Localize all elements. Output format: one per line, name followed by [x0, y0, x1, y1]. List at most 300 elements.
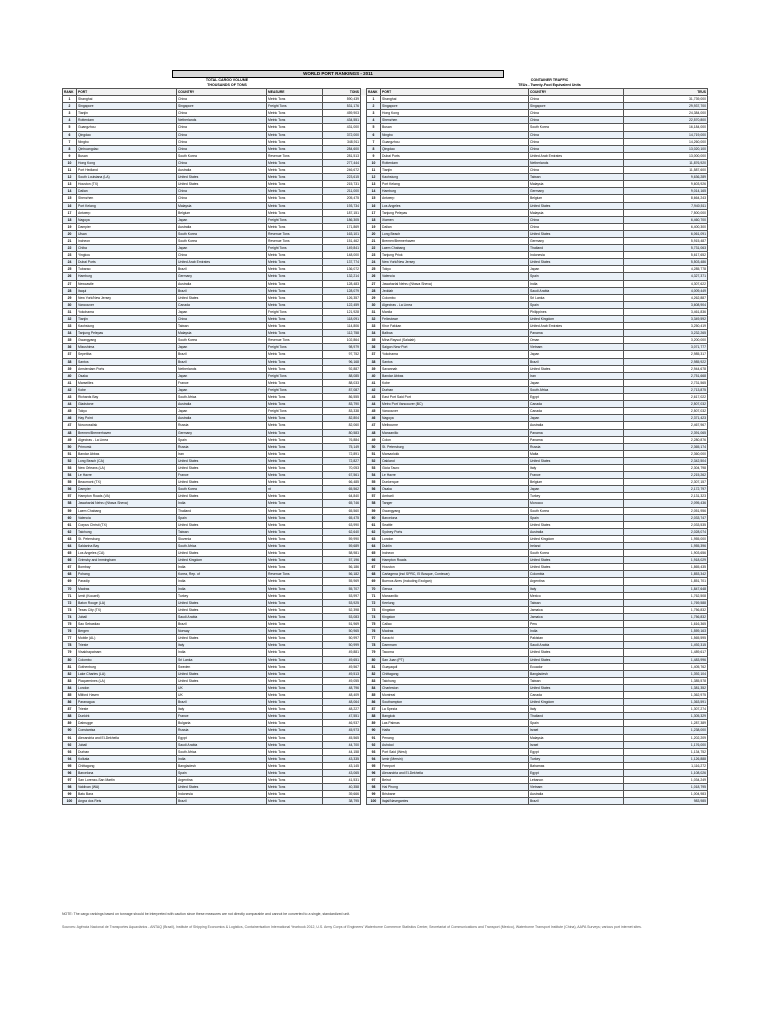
port-cell: Bremen/Bremerhaven	[77, 429, 177, 436]
measure-cell: Metric Tons	[267, 741, 323, 748]
teu-rank-cell: 21	[367, 237, 381, 244]
tons-cell: 211,000	[323, 188, 361, 195]
port-cell: Mizushima	[77, 344, 177, 351]
port-cell: Gladstone	[77, 401, 177, 408]
country-cell: Australia	[177, 280, 267, 287]
tons-cell: 112,758	[323, 330, 361, 337]
teu-rank-cell: 65	[367, 550, 381, 557]
table-row	[63, 599, 708, 606]
measure-cell: Metric Tons	[267, 429, 323, 436]
teu-port-cell: Gioia Tauro	[381, 464, 529, 471]
teu-country-cell: Turkey	[529, 493, 624, 500]
table-row	[63, 145, 708, 152]
teu-port-cell: Busan	[381, 124, 529, 131]
measure-cell: Metric Tons	[267, 457, 323, 464]
tons-cell: 43,065	[323, 770, 361, 777]
table-row	[63, 578, 708, 585]
teu-rank-cell: 49	[367, 436, 381, 443]
tons-cell: 59,689	[323, 543, 361, 550]
measure-cell: Metric Tons	[267, 656, 323, 663]
tons-cell: 49,513	[323, 670, 361, 677]
teu-country-cell: China	[529, 117, 624, 124]
teu-port-cell: Tokyo	[381, 266, 529, 273]
table-row	[63, 606, 708, 613]
teu-port-cell: Sydney Ports	[381, 528, 529, 535]
table-row	[63, 408, 708, 415]
rank-cell: 72	[63, 599, 77, 606]
port-cell: San Lorenzo-San Martin	[77, 777, 177, 784]
country-cell: India	[177, 755, 267, 762]
rankings-table-body	[63, 89, 708, 805]
country-cell: Japan	[177, 344, 267, 351]
teu-country-cell: Australia	[529, 528, 624, 535]
teu-rank-cell: 15	[367, 195, 381, 202]
tons-cell: 67,561	[323, 472, 361, 479]
port-cell: Osaka	[77, 372, 177, 379]
measure-cell: Metric Tons	[267, 791, 323, 798]
table-row	[63, 514, 708, 521]
measure-cell: Metric Tons	[267, 713, 323, 720]
teu-port-cell: Beirut	[381, 777, 529, 784]
teu-country-cell: Colombia	[529, 571, 624, 578]
teu-port-cell: Tanjung Pelepas	[381, 209, 529, 216]
teu-country-cell: United Kingdom	[529, 535, 624, 542]
teus-cell: 13,000,000	[624, 152, 708, 159]
teu-country-cell: Oman	[529, 337, 624, 344]
rank-cell: 11	[63, 167, 77, 174]
tons-cell: 171,869	[323, 223, 361, 230]
rank-cell: 91	[63, 734, 77, 741]
country-cell: Korea, Rep. of	[177, 571, 267, 578]
table-row	[63, 379, 708, 386]
tons-cell: 41,531	[323, 777, 361, 784]
teu-rank-cell: 71	[367, 592, 381, 599]
port-rankings-sheet	[62, 70, 707, 805]
teus-cell: 2,617,022	[624, 394, 708, 401]
rank-cell: 2	[63, 103, 77, 110]
tons-cell: 57,196	[323, 557, 361, 564]
country-cell: United States	[177, 606, 267, 613]
port-cell: Shanghai	[77, 96, 177, 103]
rank-cell: 34	[63, 330, 77, 337]
tons-cell: 66,485	[323, 479, 361, 486]
table-row	[63, 443, 708, 450]
teu-port-cell: Houston	[381, 564, 529, 571]
port-cell: Rotterdam	[77, 117, 177, 124]
teus-cell: 1,126,888	[624, 755, 708, 762]
teu-rank-cell: 20	[367, 230, 381, 237]
table-row	[63, 174, 708, 181]
teus-cell: 5,503,486	[624, 259, 708, 266]
country-cell: France	[177, 472, 267, 479]
teus-cell: 11,876,920	[624, 159, 708, 166]
tons-cell: 98,979	[323, 344, 361, 351]
teu-rank-cell: 90	[367, 727, 381, 734]
teus-cell: 6,061,091	[624, 230, 708, 237]
measure-cell: Metric Tons	[267, 358, 323, 365]
teu-rank-cell: 85	[367, 691, 381, 698]
port-cell: Singapore	[77, 103, 177, 110]
teu-country-cell: Canada	[529, 408, 624, 415]
teu-country-cell: United States	[529, 521, 624, 528]
teu-rank-cell: 78	[367, 642, 381, 649]
rank-cell: 99	[63, 791, 77, 798]
teus-cell: 1,381,352	[624, 684, 708, 691]
teu-rank-cell: 29	[367, 294, 381, 301]
rank-cell: 10	[63, 159, 77, 166]
port-cell: Taichung	[77, 528, 177, 535]
teu-rank-cell: 10	[367, 159, 381, 166]
table-row	[63, 415, 708, 422]
measure-cell: Metric Tons	[267, 493, 323, 500]
port-cell: Angra dos Reis	[77, 798, 177, 805]
teu-country-cell: Israel	[529, 727, 624, 734]
teus-cell: 2,307,157	[624, 479, 708, 486]
tons-cell: 56,186	[323, 564, 361, 571]
teu-port-cell: Las Palmas	[381, 720, 529, 727]
country-cell: Brazil	[177, 287, 267, 294]
teu-country-cell: Egypt	[529, 748, 624, 755]
port-cell: Sepetiba	[77, 351, 177, 358]
teu-port-cell: Nagoya	[381, 415, 529, 422]
measure-cell: Metric Tons	[267, 564, 323, 571]
teus-cell: 2,371,423	[624, 415, 708, 422]
teu-rank-cell: 17	[367, 209, 381, 216]
tons-cell: 82,804	[323, 415, 361, 422]
teu-country-cell: Vietnam	[529, 344, 624, 351]
measure-cell: Metric Tons	[267, 223, 323, 230]
right-section-title: CONTAINER TRAFFIC	[530, 78, 569, 82]
table-row	[63, 316, 708, 323]
teu-rank-cell: 82	[367, 670, 381, 677]
measure-cell: Metric Tons	[267, 528, 323, 535]
teu-rank-cell: 2	[367, 103, 381, 110]
teus-cell: 6,460,700	[624, 216, 708, 223]
port-cell: Itaqui	[77, 287, 177, 294]
teus-cell: 3,071,777	[624, 344, 708, 351]
teus-cell: 2,985,317	[624, 351, 708, 358]
tons-cell: 121,928	[323, 308, 361, 315]
teus-cell: 1,363,591	[624, 699, 708, 706]
country-cell: China	[177, 145, 267, 152]
teu-rank-cell: 57	[367, 493, 381, 500]
teu-country-cell: South Korea	[529, 124, 624, 131]
port-cell: Dubai Ports	[77, 259, 177, 266]
measure-cell: Metric Tons	[267, 316, 323, 323]
table-row	[63, 621, 708, 628]
rank-cell: 79	[63, 649, 77, 656]
measure-cell: Metric Tons	[267, 96, 323, 103]
table-row	[63, 167, 708, 174]
teu-port-cell: Colombo	[381, 294, 529, 301]
tons-cell: 58,981	[323, 550, 361, 557]
teu-country-cell: Italy	[529, 585, 624, 592]
country-cell: Brazil	[177, 358, 267, 365]
measure-cell: Freight Tons	[267, 308, 323, 315]
country-cell: Japan	[177, 245, 267, 252]
teus-cell: 1,287,389	[624, 720, 708, 727]
measure-cell: Metric Tons	[267, 252, 323, 259]
port-cell: Le Havre	[77, 472, 177, 479]
teu-rank-cell: 34	[367, 330, 381, 337]
tons-cell: 53,925	[323, 599, 361, 606]
rank-cell: 95	[63, 762, 77, 769]
rank-cell: 88	[63, 713, 77, 720]
rank-cell: 33	[63, 323, 77, 330]
measure-cell: Metric Tons	[267, 748, 323, 755]
table-row	[63, 337, 708, 344]
teu-port-cell: Rotterdam	[381, 159, 529, 166]
teu-country-cell: China	[529, 138, 624, 145]
tons-cell: 149,841	[323, 245, 361, 252]
table-row	[63, 436, 708, 443]
teu-country-cell: Belgium	[529, 479, 624, 486]
teu-port-cell: Tianjin	[381, 167, 529, 174]
rank-cell: 12	[63, 174, 77, 181]
tons-cell: 52,398	[323, 606, 361, 613]
country-cell: Malaysia	[177, 202, 267, 209]
teu-rank-cell: 87	[367, 706, 381, 713]
teu-port-cell: St. Petersburg	[381, 443, 529, 450]
country-cell: Brazil	[177, 699, 267, 706]
rank-cell: 70	[63, 585, 77, 592]
country-cell: Australia	[177, 167, 267, 174]
table-row	[63, 592, 708, 599]
teus-cell: 3,200,000	[624, 337, 708, 344]
teu-rank-cell: 54	[367, 472, 381, 479]
rank-cell: 14	[63, 188, 77, 195]
teu-port-cell: Penang	[381, 734, 529, 741]
port-cell: Gothenburg	[77, 663, 177, 670]
measure-cell: Metric Tons	[267, 535, 323, 542]
measure-cell: Freight Tons	[267, 245, 323, 252]
tons-cell: 76,884	[323, 436, 361, 443]
teu-rank-cell: 89	[367, 720, 381, 727]
teus-cell: 1,202,209	[624, 734, 708, 741]
table-row	[63, 543, 708, 550]
teus-cell: 1,853,342	[624, 571, 708, 578]
teu-rank-cell: 63	[367, 535, 381, 542]
country-cell: UK	[177, 691, 267, 698]
teu-country-cell: Australia	[529, 422, 624, 429]
teu-country-cell: United States	[529, 259, 624, 266]
teus-cell: 4,285,778	[624, 266, 708, 273]
port-cell: Richards Bay	[77, 394, 177, 401]
rank-cell: 4	[63, 117, 77, 124]
teus-cell: 2,365,174	[624, 443, 708, 450]
teus-cell: 1,955,396	[624, 543, 708, 550]
measure-cell: Metric Tons	[267, 422, 323, 429]
teu-country-cell: Israel	[529, 741, 624, 748]
tons-cell: 148,000	[323, 252, 361, 259]
table-row	[63, 351, 708, 358]
tons-cell: 51,969	[323, 621, 361, 628]
tons-cell: 65,562	[323, 486, 361, 493]
teu-country-cell: Argentina	[529, 578, 624, 585]
teu-rank-cell: 16	[367, 202, 381, 209]
port-cell: Tubarao	[77, 266, 177, 273]
teu-country-cell: Morocco	[529, 500, 624, 507]
teu-port-cell: Kobe	[381, 379, 529, 386]
port-cell: Chiba	[77, 245, 177, 252]
teu-port-cell: Port Kelang	[381, 181, 529, 188]
table-row	[63, 103, 708, 110]
teus-cell: 2,731,565	[624, 379, 708, 386]
teu-port-cell: Incheon	[381, 550, 529, 557]
rank-cell: 76	[63, 628, 77, 635]
teu-rank-cell: 19	[367, 223, 381, 230]
tons-cell: 47,551	[323, 713, 361, 720]
tons-cell: 187,151	[323, 209, 361, 216]
table-row	[63, 266, 708, 273]
rank-cell: 44	[63, 401, 77, 408]
table-row	[63, 720, 708, 727]
rank-cell: 89	[63, 720, 77, 727]
teus-cell: 3,608,904	[624, 301, 708, 308]
teu-port-cell: Karachi	[381, 635, 529, 642]
country-cell: Indonesia	[177, 791, 267, 798]
teu-country-cell: Malta	[529, 450, 624, 457]
teu-country-cell: Belgium	[529, 195, 624, 202]
table-row	[63, 493, 708, 500]
rank-cell: 23	[63, 252, 77, 259]
teus-cell: 2,467,967	[624, 422, 708, 429]
port-cell: Grimsby and Immingham	[77, 557, 177, 564]
tons-cell: 128,483	[323, 280, 361, 287]
tons-cell: 434,551	[323, 117, 361, 124]
teu-country-cell: Pakistan	[529, 635, 624, 642]
measure-cell: Metric Tons	[267, 110, 323, 117]
teu-country-cell: China	[529, 131, 624, 138]
table-row	[63, 464, 708, 471]
teus-cell: 2,304,798	[624, 464, 708, 471]
rank-cell: 6	[63, 131, 77, 138]
teu-port-cell: Bangkok	[381, 713, 529, 720]
measure-cell: Metric Tons	[267, 131, 323, 138]
teu-port-cell: Metro Port Vancouver (BC)	[381, 401, 529, 408]
teu-port-cell: Qingdao	[381, 145, 529, 152]
tons-cell: 39,666	[323, 791, 361, 798]
teu-port-cell: Kingston	[381, 613, 529, 620]
rank-cell: 21	[63, 237, 77, 244]
measure-cell: Freight Tons	[267, 386, 323, 393]
teus-cell: 1,362,975	[624, 691, 708, 698]
country-cell: United States	[177, 784, 267, 791]
table-row	[63, 245, 708, 252]
country-cell: Iran	[177, 450, 267, 457]
rankings-table	[62, 88, 708, 805]
table-row	[63, 635, 708, 642]
country-cell: Germany	[177, 273, 267, 280]
rank-cell: 90	[63, 727, 77, 734]
teu-port-cell: Alexandria and El-Dekheila	[381, 770, 529, 777]
country-cell: United States	[177, 174, 267, 181]
teus-cell: 1,756,832	[624, 613, 708, 620]
teus-cell: 22,570,800	[624, 117, 708, 124]
rank-cell: 49	[63, 436, 77, 443]
tons-cell: 284,600	[323, 145, 361, 152]
country-cell: China	[177, 195, 267, 202]
table-row	[63, 301, 708, 308]
table-row	[63, 152, 708, 159]
teus-cell: 2,280,876	[624, 436, 708, 443]
teu-rank-cell: 43	[367, 394, 381, 401]
measure-cell: Metric Tons	[267, 181, 323, 188]
teu-country-cell: Saudi Arabia	[529, 642, 624, 649]
teu-rank-cell: 48	[367, 429, 381, 436]
teu-port-cell: Chittagong	[381, 670, 529, 677]
teu-rank-cell: 70	[367, 585, 381, 592]
country-cell: Bulgaria	[177, 720, 267, 727]
rank-cell: 83	[63, 677, 77, 684]
rank-cell: 17	[63, 209, 77, 216]
teu-country-cell: Taiwan	[529, 677, 624, 684]
teus-cell: 2,051,956	[624, 507, 708, 514]
measure-cell: Metric Tons	[267, 159, 323, 166]
teu-country-cell: Japan	[529, 486, 624, 493]
tons-cell: 49,881	[323, 649, 361, 656]
teu-port-cell: Algeciras - La Linea	[381, 301, 529, 308]
teu-rank-cell: 14	[367, 188, 381, 195]
teu-country-cell: China	[529, 167, 624, 174]
teu-rank-cell: 99	[367, 791, 381, 798]
teu-rank-cell: 94	[367, 755, 381, 762]
rank-cell: 18	[63, 216, 77, 223]
rank-cell: 42	[63, 386, 77, 393]
teus-cell: 1,305,329	[624, 713, 708, 720]
teu-country-cell: Brazil	[529, 798, 624, 805]
tons-cell: 122,459	[323, 301, 361, 308]
port-cell: Madras	[77, 585, 177, 592]
tons-cell: 48,796	[323, 684, 361, 691]
teu-rank-cell: 23	[367, 252, 381, 259]
rank-cell: 40	[63, 372, 77, 379]
rank-cell: 27	[63, 280, 77, 287]
tons-cell: 53,083	[323, 613, 361, 620]
tons-cell: 53,997	[323, 592, 361, 599]
rank-cell: 60	[63, 514, 77, 521]
measure-cell: Metric Tons	[267, 592, 323, 599]
teus-cell: 29,937,700	[624, 103, 708, 110]
teu-country-cell: United Arab Emirates	[529, 323, 624, 330]
table-row	[63, 628, 708, 635]
teu-rank-cell: 93	[367, 748, 381, 755]
tons-cell: 215,731	[323, 181, 361, 188]
rank-cell: 25	[63, 266, 77, 273]
teu-country-cell: United States	[529, 564, 624, 571]
measure-cell: Freight Tons	[267, 408, 323, 415]
port-cell: Gwangyang	[77, 337, 177, 344]
teus-cell: 983,985	[624, 798, 708, 805]
teus-cell: 3,232,265	[624, 330, 708, 337]
port-cell: Vancouver	[77, 301, 177, 308]
rank-cell: 78	[63, 642, 77, 649]
tons-cell: 59,990	[323, 535, 361, 542]
port-cell: Tanjung Pelepas	[77, 330, 177, 337]
teu-rank-cell: 26	[367, 273, 381, 280]
teu-port-cell: Le Havre	[381, 472, 529, 479]
country-cell: Brazil	[177, 798, 267, 805]
rank-cell: 16	[63, 202, 77, 209]
port-cell: Pohang	[77, 571, 177, 578]
teu-rank-cell: 8	[367, 145, 381, 152]
teu-country-cell: Egypt	[529, 394, 624, 401]
port-cell: Nagoya	[77, 216, 177, 223]
teu-port-cell: Barcelona	[381, 514, 529, 521]
port-cell: Trieste	[77, 642, 177, 649]
rank-cell: 81	[63, 663, 77, 670]
table-row	[63, 287, 708, 294]
